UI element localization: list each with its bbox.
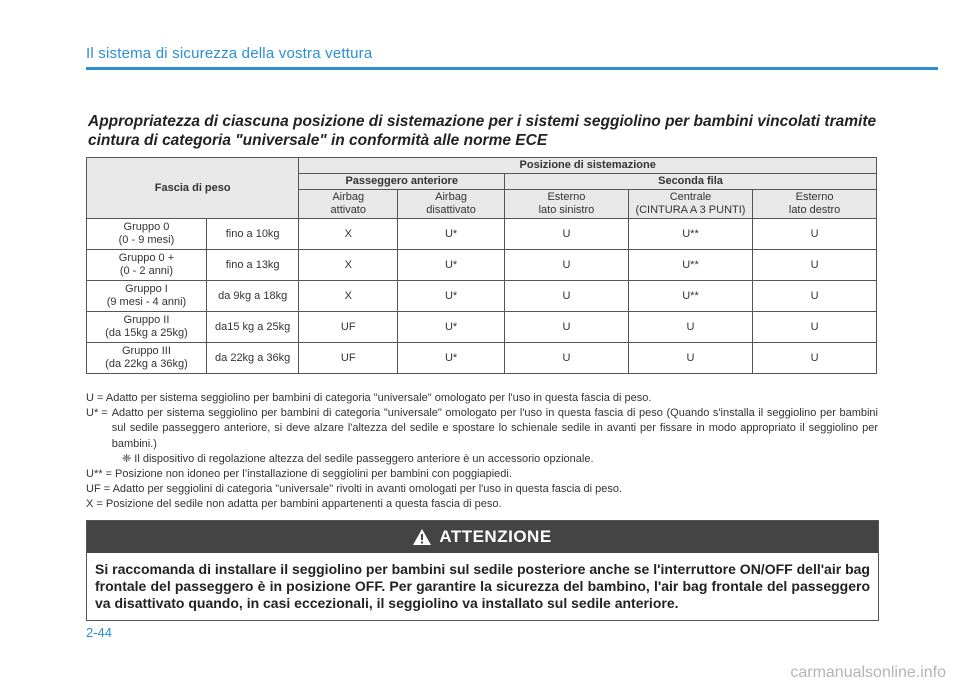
cell: X <box>299 281 398 312</box>
header-title: Il sistema di sicurezza della vostra vettura <box>86 45 373 62</box>
warning-box <box>86 520 879 621</box>
cell: U <box>628 312 752 343</box>
header-rule <box>86 67 938 70</box>
weight-cell: da15 kg a 25kg <box>206 312 299 343</box>
watermark: carmanualsonline.info <box>790 664 946 681</box>
note-u-2star: U** = Posizione non idoneo per l’installazione di seggiolini per bambini con poggiapiedi. <box>86 468 512 481</box>
group-cell: Gruppo I (9 mesi - 4 anni) <box>87 281 207 312</box>
cell: U** <box>628 219 752 250</box>
center-header: Centrale (CINTURA A 3 PUNTI) <box>628 190 752 219</box>
weight-cell: fino a 13kg <box>206 250 299 281</box>
table-row <box>87 219 877 250</box>
seat-suitability-table <box>86 157 877 374</box>
cell: U** <box>628 281 752 312</box>
weight-cell: da 9kg a 18kg <box>206 281 299 312</box>
front-passenger-header: Passeggero anteriore <box>299 174 505 190</box>
cell: X <box>299 219 398 250</box>
cell: U <box>628 343 752 374</box>
table-row <box>87 250 877 281</box>
airbag-off-header: Airbag disattivato <box>398 190 505 219</box>
note-u-star <box>86 406 878 452</box>
cell: U <box>505 219 629 250</box>
cell: U <box>505 312 629 343</box>
group-cell: Gruppo II (da 15kg a 25kg) <box>87 312 207 343</box>
warning-icon <box>413 529 431 545</box>
airbag-on-header: Airbag attivato <box>299 190 398 219</box>
cell: U <box>753 219 877 250</box>
cell: U <box>753 281 877 312</box>
table-row <box>87 312 877 343</box>
cell: U* <box>398 343 505 374</box>
weight-cell: da 22kg a 36kg <box>206 343 299 374</box>
cell: U* <box>398 281 505 312</box>
warning-header <box>87 521 878 553</box>
cell: U <box>753 250 877 281</box>
warning-text: Si raccomanda di installare il seggiolino per bambini sul sedile posteriore anche se l'interruttore ON/OFF dell'air bag frontale del passeggero è in posizione OFF. Per garantire la sicurezza del bambino, l'air bag frontale del passeggero va disattivato quando, in casi eccezionali, il seggiolino va installato sul sedile anteriore. <box>95 561 870 611</box>
second-row-header: Seconda fila <box>505 174 877 190</box>
table-row <box>87 343 877 374</box>
group-cell: Gruppo III (da 22kg a 36kg) <box>87 343 207 374</box>
cell: U <box>505 250 629 281</box>
note-u-star-label: U* = <box>86 407 108 420</box>
weight-header: Fascia di peso <box>87 158 299 219</box>
weight-cell: fino a 10kg <box>206 219 299 250</box>
cell: UF <box>299 312 398 343</box>
table-row <box>87 281 877 312</box>
cell: U <box>753 312 877 343</box>
group-cell: Gruppo 0 + (0 - 2 anni) <box>87 250 207 281</box>
cell: U* <box>398 219 505 250</box>
note-u-star-text: Adatto per sistema seggiolino per bambini di categoria "universale" omologato per l'uso in questa fascia di peso (Quando s'installa il seggiolino per bambini sul sedile passeggero anteriore, si deve alzare l'altezza del sedile e spostare lo schienale sedile in avanti per fissare in modo appropriato il seggiolino per bambini.) <box>111 407 878 450</box>
cell: U <box>753 343 877 374</box>
warning-title: ATTENZIONE <box>439 527 552 546</box>
cell: X <box>299 250 398 281</box>
group-cell: Gruppo 0 (0 - 9 mesi) <box>87 219 207 250</box>
cell: U* <box>398 250 505 281</box>
cell: U <box>505 281 629 312</box>
cell: U <box>505 343 629 374</box>
cell: UF <box>299 343 398 374</box>
section-title: Appropriatezza di ciascuna posizione di sistemazione per i sistemi seggiolino per bambini vincolati tramite cintura di categoria "universale" in conformità alle norme ECE <box>88 113 877 149</box>
cell: U* <box>398 312 505 343</box>
legend-notes <box>86 391 878 513</box>
note-u-star-sub: ❈ Il dispositivo di regolazione altezza del sedile passeggero anteriore è un accessorio opzionale. <box>122 452 594 465</box>
position-header: Posizione di sistemazione <box>299 158 877 174</box>
note-uf: UF = Adatto per seggiolini di categoria "universale" rivolti in avanti omologati per l'uso in questa fascia di peso. <box>86 483 623 496</box>
page-number: 2-44 <box>86 625 113 640</box>
outer-left-header: Esterno lato sinistro <box>505 190 629 219</box>
cell: U** <box>628 250 752 281</box>
note-u: U = Adatto per sistema seggiolino per bambini di categoria "universale" omologato per l'uso in questa fascia di peso. <box>86 392 652 404</box>
outer-right-header: Esterno lato destro <box>753 190 877 219</box>
note-x: X = Posizione del sedile non adatta per bambini appartenenti a questa fascia di peso. <box>86 498 502 511</box>
